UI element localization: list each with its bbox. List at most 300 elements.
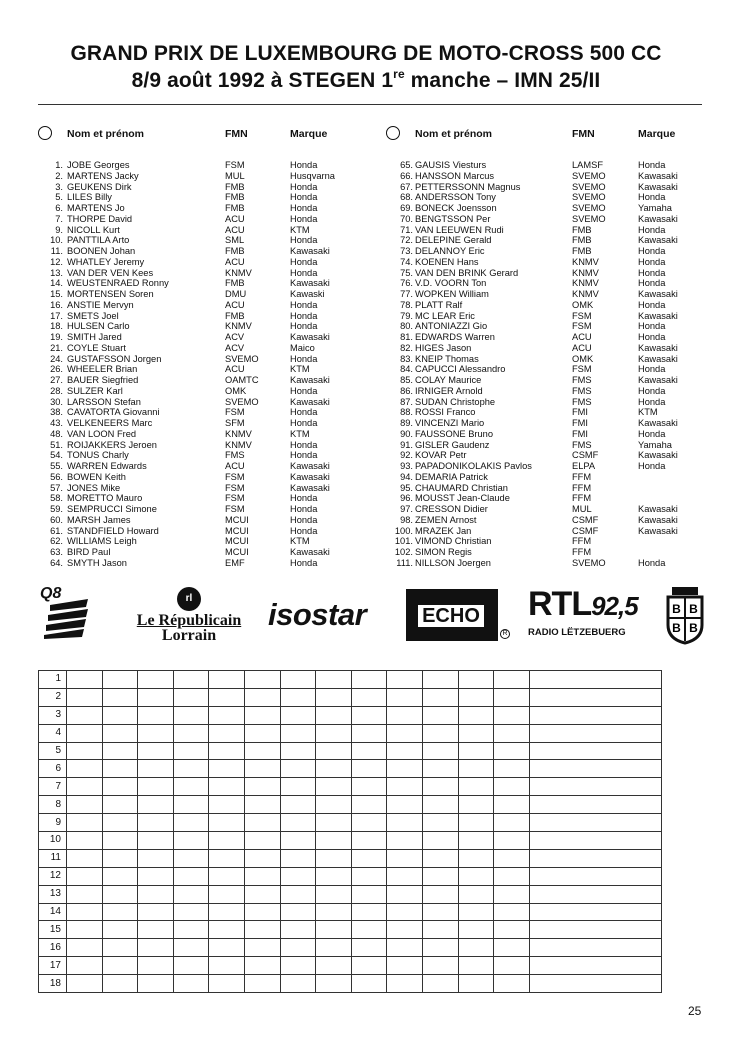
grid-cell[interactable] (138, 903, 174, 921)
grid-cell[interactable] (316, 760, 352, 778)
rider-fmn: SVEMO (572, 192, 606, 203)
grid-cell[interactable] (67, 814, 103, 832)
grid-cell[interactable] (138, 688, 174, 706)
grid-cell[interactable] (458, 957, 494, 975)
grid-cell[interactable] (280, 724, 316, 742)
rider-name: CAVATORTA Giovanni (67, 407, 160, 418)
grid-cell[interactable] (138, 939, 174, 957)
rider-name: NILLSON Joergen (415, 557, 491, 568)
grid-cell[interactable] (102, 778, 138, 796)
grid-cell[interactable] (244, 849, 280, 867)
grid-cell[interactable] (458, 724, 494, 742)
grid-cell[interactable] (351, 975, 387, 993)
grid-row (39, 849, 662, 867)
grid-cell[interactable] (529, 867, 661, 885)
grid-cell[interactable] (209, 832, 245, 850)
grid-cell[interactable] (102, 724, 138, 742)
grid-cell[interactable] (138, 849, 174, 867)
grid-cell[interactable] (422, 706, 458, 724)
grid-cell[interactable] (494, 724, 530, 742)
grid-cell[interactable] (494, 903, 530, 921)
grid-cell[interactable] (102, 975, 138, 993)
grid-cell[interactable] (173, 796, 209, 814)
grid-cell[interactable] (529, 885, 661, 903)
grid-cell[interactable] (173, 849, 209, 867)
rider-name: BAUER Siegfried (67, 375, 139, 385)
rider-name: ROIJAKKERS Jeroen (67, 439, 157, 450)
grid-cell[interactable] (244, 706, 280, 724)
grid-cell[interactable] (316, 921, 352, 939)
grid-cell[interactable] (244, 724, 280, 742)
grid-cell[interactable] (422, 832, 458, 850)
grid-cell[interactable] (422, 885, 458, 903)
grid-cell[interactable] (458, 814, 494, 832)
rider-brand: Honda (290, 160, 318, 170)
grid-cell[interactable] (138, 671, 174, 689)
grid-cell[interactable] (351, 706, 387, 724)
grid-cell[interactable] (529, 849, 661, 867)
grid-cell[interactable] (494, 832, 530, 850)
grid-cell[interactable] (67, 760, 103, 778)
grid-cell[interactable] (458, 796, 494, 814)
grid-cell[interactable] (102, 903, 138, 921)
grid-cell[interactable] (173, 903, 209, 921)
grid-cell[interactable] (316, 903, 352, 921)
rider-name: SUDAN Christophe (415, 396, 496, 407)
grid-cell[interactable] (529, 832, 661, 850)
grid-cell[interactable] (351, 867, 387, 885)
grid-cell[interactable] (244, 796, 280, 814)
grid-cell[interactable] (387, 867, 423, 885)
grid-cell[interactable] (529, 921, 661, 939)
rider-name: KOVAR Petr (415, 450, 467, 461)
grid-cell[interactable] (422, 939, 458, 957)
grid-cell[interactable] (173, 724, 209, 742)
grid-cell[interactable] (209, 671, 245, 689)
grid-cell[interactable] (173, 814, 209, 832)
rider-brand: Honda (290, 439, 318, 450)
grid-cell[interactable] (351, 724, 387, 742)
grid-cell[interactable] (529, 724, 661, 742)
grid-cell[interactable] (422, 742, 458, 760)
grid-cell[interactable] (173, 706, 209, 724)
grid-cell[interactable] (138, 832, 174, 850)
grid-cell[interactable] (351, 796, 387, 814)
grid-cell[interactable] (316, 796, 352, 814)
grid-cell[interactable] (209, 849, 245, 867)
grid-cell[interactable] (458, 921, 494, 939)
grid-cell[interactable] (494, 849, 530, 867)
grid-cell[interactable] (458, 832, 494, 850)
grid-cell[interactable] (67, 939, 103, 957)
grid-cell[interactable] (209, 957, 245, 975)
grid-cell[interactable] (458, 849, 494, 867)
grid-cell[interactable] (280, 975, 316, 993)
grid-cell[interactable] (209, 706, 245, 724)
rider-number: 62. (50, 536, 63, 547)
grid-cell[interactable] (244, 957, 280, 975)
grid-cell[interactable] (244, 778, 280, 796)
rider-fmn: OMK (225, 385, 247, 396)
grid-cell[interactable] (422, 867, 458, 885)
grid-cell[interactable] (422, 921, 458, 939)
grid-cell[interactable] (102, 796, 138, 814)
grid-cell[interactable] (280, 688, 316, 706)
grid-cell[interactable] (529, 742, 661, 760)
grid-cell[interactable] (351, 832, 387, 850)
grid-cell[interactable] (422, 688, 458, 706)
grid-cell[interactable] (244, 903, 280, 921)
grid-cell[interactable] (280, 814, 316, 832)
grid-cell[interactable] (422, 903, 458, 921)
grid-cell[interactable] (173, 832, 209, 850)
grid-cell[interactable] (494, 921, 530, 939)
grid-cell[interactable] (280, 671, 316, 689)
grid-cell[interactable] (494, 885, 530, 903)
grid-cell[interactable] (173, 760, 209, 778)
grid-cell[interactable] (280, 778, 316, 796)
grid-cell[interactable] (173, 688, 209, 706)
grid-cell[interactable] (316, 688, 352, 706)
grid-cell[interactable] (173, 867, 209, 885)
grid-cell[interactable] (422, 975, 458, 993)
grid-cell[interactable] (316, 832, 352, 850)
grid-cell[interactable] (351, 671, 387, 689)
grid-cell[interactable] (280, 867, 316, 885)
grid-cell[interactable] (494, 957, 530, 975)
grid-cell[interactable] (494, 671, 530, 689)
grid-cell[interactable] (209, 778, 245, 796)
grid-cell[interactable] (316, 975, 352, 993)
grid-cell[interactable] (351, 885, 387, 903)
circle-icon (386, 126, 400, 140)
grid-cell[interactable] (458, 939, 494, 957)
grid-cell[interactable] (387, 724, 423, 742)
rider-row (386, 160, 706, 171)
grid-cell[interactable] (529, 760, 661, 778)
grid-cell[interactable] (67, 903, 103, 921)
grid-cell[interactable] (494, 688, 530, 706)
grid-cell[interactable] (138, 796, 174, 814)
grid-cell[interactable] (102, 957, 138, 975)
grid-cell[interactable] (387, 671, 423, 689)
grid-cell[interactable] (280, 760, 316, 778)
grid-cell[interactable] (138, 760, 174, 778)
grid-cell[interactable] (351, 903, 387, 921)
grid-cell[interactable] (244, 671, 280, 689)
grid-cell[interactable] (422, 671, 458, 689)
grid-cell[interactable] (494, 796, 530, 814)
grid-cell[interactable] (102, 671, 138, 689)
grid-cell[interactable] (387, 832, 423, 850)
rider-number: 16. (50, 299, 63, 310)
grid-cell[interactable] (351, 778, 387, 796)
grid-cell[interactable] (67, 832, 103, 850)
grid-cell[interactable] (458, 885, 494, 903)
rider-brand: Yamaha (638, 439, 672, 450)
grid-cell[interactable] (244, 742, 280, 760)
registered-mark: R (500, 629, 510, 639)
rider-row (386, 461, 706, 472)
grid-cell[interactable] (209, 724, 245, 742)
grid-cell[interactable] (102, 867, 138, 885)
grid-cell[interactable] (244, 867, 280, 885)
grid-cell[interactable] (244, 688, 280, 706)
grid-cell[interactable] (280, 796, 316, 814)
grid-cell[interactable] (102, 832, 138, 850)
grid-cell[interactable] (102, 742, 138, 760)
grid-cell[interactable] (67, 921, 103, 939)
grid-cell[interactable] (280, 706, 316, 724)
grid-cell[interactable] (387, 939, 423, 957)
grid-cell[interactable] (387, 706, 423, 724)
grid-cell[interactable] (173, 778, 209, 796)
grid-cell[interactable] (173, 957, 209, 975)
grid-cell[interactable] (280, 921, 316, 939)
grid-cell[interactable] (422, 849, 458, 867)
rider-brand: Honda (290, 181, 318, 192)
crest-letter: B (689, 621, 698, 635)
grid-cell[interactable] (529, 688, 661, 706)
grid-cell[interactable] (280, 885, 316, 903)
grid-cell[interactable] (102, 939, 138, 957)
rider-row (386, 418, 706, 429)
grid-cell[interactable] (173, 885, 209, 903)
rider-fmn: KNMV (572, 267, 599, 278)
grid-cell[interactable] (529, 975, 661, 993)
grid-cell[interactable] (351, 742, 387, 760)
grid-cell[interactable] (138, 867, 174, 885)
grid-cell[interactable] (529, 814, 661, 832)
column-header (38, 124, 358, 154)
grid-cell[interactable] (316, 778, 352, 796)
grid-cell[interactable] (67, 885, 103, 903)
header-marque: Marque (290, 128, 328, 140)
grid-cell[interactable] (244, 975, 280, 993)
grid-cell[interactable] (387, 921, 423, 939)
grid-cell[interactable] (244, 760, 280, 778)
grid-cell[interactable] (67, 975, 103, 993)
grid-cell[interactable] (67, 742, 103, 760)
grid-cell[interactable] (209, 742, 245, 760)
grid-cell[interactable] (316, 957, 352, 975)
grid-cell[interactable] (209, 903, 245, 921)
grid-cell[interactable] (67, 706, 103, 724)
grid-cell[interactable] (422, 796, 458, 814)
grid-cell[interactable] (387, 849, 423, 867)
grid-cell[interactable] (102, 706, 138, 724)
grid-cell[interactable] (102, 760, 138, 778)
grid-cell[interactable] (138, 778, 174, 796)
grid-cell[interactable] (458, 742, 494, 760)
grid-cell[interactable] (351, 849, 387, 867)
grid-cell[interactable] (387, 885, 423, 903)
grid-cell[interactable] (280, 742, 316, 760)
rider-fmn: KNMV (225, 428, 252, 439)
rider-number: 101. (394, 536, 413, 547)
grid-cell[interactable] (280, 957, 316, 975)
grid-cell[interactable] (316, 885, 352, 903)
grid-cell[interactable] (280, 903, 316, 921)
rider-brand: Kawasaki (638, 289, 678, 299)
grid-cell[interactable] (458, 903, 494, 921)
grid-cell[interactable] (458, 760, 494, 778)
grid-cell[interactable] (458, 867, 494, 885)
grid-cell[interactable] (494, 706, 530, 724)
grid-cell[interactable] (351, 688, 387, 706)
grid-cell[interactable] (102, 849, 138, 867)
title-heat: manche – IMN 25/II (404, 69, 601, 92)
grid-cell[interactable] (422, 778, 458, 796)
grid-cell[interactable] (387, 814, 423, 832)
grid-cell[interactable] (494, 975, 530, 993)
grid-cell[interactable] (209, 921, 245, 939)
grid-cell[interactable] (173, 742, 209, 760)
grid-cell[interactable] (494, 939, 530, 957)
grid-cell[interactable] (387, 903, 423, 921)
grid-cell[interactable] (67, 724, 103, 742)
grid-cell[interactable] (67, 778, 103, 796)
grid-cell[interactable] (209, 760, 245, 778)
grid-cell[interactable] (138, 885, 174, 903)
grid-cell[interactable] (351, 939, 387, 957)
rider-name: GISLER Gaudenz (415, 439, 490, 450)
grid-cell[interactable] (138, 975, 174, 993)
grid-cell[interactable] (316, 939, 352, 957)
grid-cell[interactable] (67, 688, 103, 706)
grid-cell[interactable] (67, 796, 103, 814)
grid-cell[interactable] (244, 832, 280, 850)
grid-cell[interactable] (244, 921, 280, 939)
grid-cell[interactable] (458, 688, 494, 706)
rider-brand: Honda (638, 332, 666, 342)
grid-cell[interactable] (209, 939, 245, 957)
grid-cell[interactable] (316, 724, 352, 742)
grid-cell[interactable] (387, 796, 423, 814)
grid-cell[interactable] (529, 957, 661, 975)
header-fmn: FMN (225, 128, 248, 140)
rider-fmn: ACU (225, 299, 245, 310)
grid-cell[interactable] (244, 939, 280, 957)
grid-cell[interactable] (244, 885, 280, 903)
grid-cell[interactable] (387, 778, 423, 796)
grid-cell[interactable] (351, 957, 387, 975)
rider-fmn: ACU (225, 461, 245, 471)
grid-cell[interactable] (138, 724, 174, 742)
grid-cell[interactable] (529, 796, 661, 814)
grid-cell[interactable] (173, 975, 209, 993)
grid-cell[interactable] (529, 903, 661, 921)
grid-cell[interactable] (529, 706, 661, 724)
grid-cell[interactable] (387, 688, 423, 706)
grid-cell[interactable] (102, 885, 138, 903)
grid-cell[interactable] (316, 706, 352, 724)
grid-cell[interactable] (351, 921, 387, 939)
grid-cell[interactable] (422, 957, 458, 975)
rider-number: 68. (400, 192, 413, 203)
grid-cell[interactable] (173, 921, 209, 939)
rider-number: 13. (50, 267, 63, 278)
grid-cell[interactable] (494, 742, 530, 760)
crest-letter: B (672, 602, 681, 616)
grid-cell[interactable] (209, 885, 245, 903)
grid-cell[interactable] (209, 814, 245, 832)
grid-cell[interactable] (138, 706, 174, 724)
grid-cell[interactable] (387, 742, 423, 760)
grid-cell[interactable] (316, 742, 352, 760)
rider-row (386, 397, 706, 408)
grid-cell[interactable] (67, 957, 103, 975)
grid-cell[interactable] (173, 939, 209, 957)
rider-name: VINCENZI Mario (415, 418, 485, 428)
grid-cell[interactable] (387, 975, 423, 993)
grid-cell[interactable] (387, 957, 423, 975)
grid-cell[interactable] (351, 814, 387, 832)
grid-cell[interactable] (280, 832, 316, 850)
grid-cell[interactable] (529, 778, 661, 796)
grid-cell[interactable] (458, 706, 494, 724)
grid-cell[interactable] (209, 796, 245, 814)
rider-brand: Honda (290, 203, 318, 213)
rider-fmn: DMU (225, 289, 247, 299)
grid-cell[interactable] (422, 814, 458, 832)
grid-cell[interactable] (316, 849, 352, 867)
grid-cell[interactable] (138, 814, 174, 832)
grid-cell[interactable] (67, 671, 103, 689)
grid-cell[interactable] (209, 688, 245, 706)
grid-cell[interactable] (494, 867, 530, 885)
grid-cell[interactable] (494, 778, 530, 796)
grid-cell[interactable] (67, 849, 103, 867)
grid-cell[interactable] (316, 671, 352, 689)
grid-cell[interactable] (280, 939, 316, 957)
grid-cell[interactable] (458, 975, 494, 993)
grid-cell[interactable] (316, 814, 352, 832)
grid-cell[interactable] (529, 939, 661, 957)
rider-brand: Honda (638, 267, 666, 278)
grid-cell[interactable] (422, 724, 458, 742)
grid-cell[interactable] (316, 867, 352, 885)
grid-cell[interactable] (494, 760, 530, 778)
grid-cell[interactable] (494, 814, 530, 832)
grid-cell[interactable] (173, 671, 209, 689)
grid-cell[interactable] (422, 760, 458, 778)
rider-name: VELKENEERS Marc (67, 418, 153, 428)
column-header (386, 124, 706, 154)
grid-cell[interactable] (67, 867, 103, 885)
grid-cell[interactable] (387, 760, 423, 778)
grid-cell[interactable] (458, 671, 494, 689)
grid-cell[interactable] (280, 849, 316, 867)
grid-cell[interactable] (138, 921, 174, 939)
grid-cell[interactable] (351, 760, 387, 778)
grid-cell[interactable] (138, 742, 174, 760)
grid-cell[interactable] (244, 814, 280, 832)
rider-brand: Kawasaki (638, 514, 678, 525)
grid-cell[interactable] (529, 671, 661, 689)
grid-cell[interactable] (458, 778, 494, 796)
grid-cell[interactable] (102, 814, 138, 832)
grid-row-number: 14 (39, 903, 67, 921)
grid-cell[interactable] (102, 921, 138, 939)
grid-cell[interactable] (209, 867, 245, 885)
grid-cell[interactable] (138, 957, 174, 975)
rider-number: 15. (50, 289, 63, 299)
grid-cell[interactable] (209, 975, 245, 993)
rider-fmn: FMI (572, 428, 589, 439)
grid-cell[interactable] (102, 688, 138, 706)
rider-brand: Honda (638, 256, 666, 267)
